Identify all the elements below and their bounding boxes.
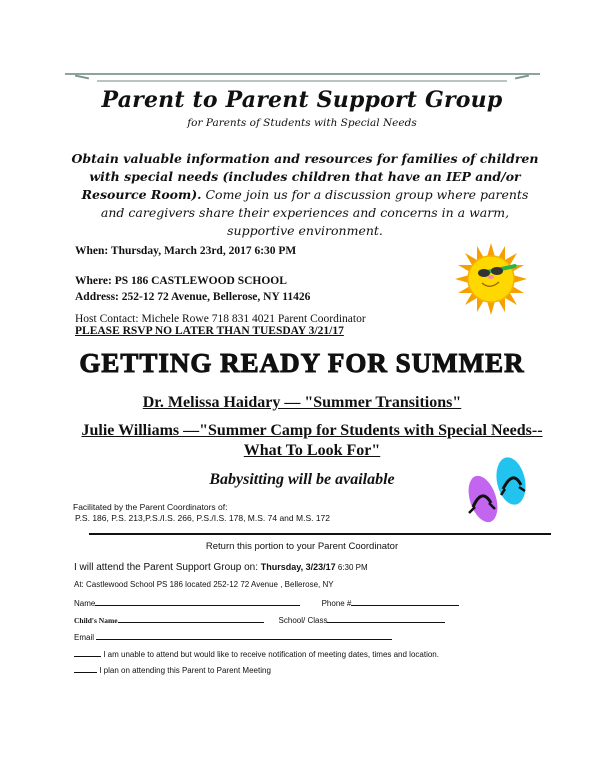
phone-field[interactable] xyxy=(351,597,459,606)
email-label: Email xyxy=(74,633,95,642)
rule-end-left xyxy=(75,75,89,80)
babysitting-note: Babysitting will be available xyxy=(209,471,395,488)
school-class-field[interactable] xyxy=(327,614,445,623)
speaker-2-line2: What To Look For" xyxy=(243,442,381,459)
facilitators-label: Facilitated by the Parent Coordinators of: xyxy=(73,502,228,512)
speaker-2-line1: Julie Williams —"Summer Camp for Students with Special Needs-- xyxy=(81,422,543,439)
form-option-attending xyxy=(74,664,574,675)
email-field[interactable] xyxy=(96,631,392,640)
speaker-1: Dr. Melissa Haidary — "Summer Transitions" xyxy=(142,394,462,411)
event-where-block xyxy=(75,273,310,305)
name-label: Name xyxy=(74,599,96,608)
intro-paragraph xyxy=(70,150,540,240)
intro-regular: Come join us for a discussion group where parents and caregivers share their experiences and concerns in a warm, supportive environment. xyxy=(100,187,529,238)
form-attend-prefix: I will attend the Parent Support Group on: xyxy=(74,562,261,573)
facilitators-schools: P.S. 186, P.S. 213,P.S./I.S. 266, P.S./I.S. 178, M.S. 74 and M.S. 172 xyxy=(75,513,331,523)
decorative-rule-top xyxy=(65,73,540,75)
rule-end-right xyxy=(515,75,529,80)
program-headline: GETTING READY FOR SUMMER xyxy=(79,348,525,378)
sun-icon xyxy=(455,243,527,315)
host-contact: Host Contact: Michele Rowe 718 831 4021 Parent Coordinator xyxy=(75,313,366,325)
flip-flops-icon xyxy=(455,455,535,530)
child-name-label: Child's Name xyxy=(74,616,118,625)
event-where: Where: PS 186 CASTLEWOOD SCHOOL xyxy=(75,275,287,287)
form-child-school-row xyxy=(74,614,544,625)
form-name-phone-row xyxy=(74,597,544,608)
name-field[interactable] xyxy=(95,597,300,606)
form-attend-line xyxy=(74,562,368,573)
form-option-unable xyxy=(74,648,574,659)
form-title: Return this portion to your Parent Coordinator xyxy=(205,541,399,552)
event-address: Address: 252-12 72 Avenue, Bellerose, NY 11426 xyxy=(75,291,311,303)
form-attend-date: Thursday, 3/23/17 xyxy=(260,562,336,572)
decorative-rule-bottom xyxy=(97,80,507,82)
form-email-row xyxy=(74,631,544,642)
tear-off-divider xyxy=(89,533,551,535)
phone-label: Phone # xyxy=(321,599,352,608)
facilitators xyxy=(73,502,330,524)
page-title: Parent to Parent Support Group xyxy=(101,87,503,113)
page-subtitle: for Parents of Students with Special Needs xyxy=(187,117,417,129)
unable-text: I am unable to attend but would like to receive notification of meeting dates, times and location. xyxy=(101,650,439,659)
form-attend-time: 6:30 PM xyxy=(335,563,368,572)
school-class-label: School/ Class xyxy=(278,616,328,625)
child-name-field[interactable] xyxy=(118,614,264,623)
rsvp-deadline: PLEASE RSVP NO LATER THAN TUESDAY 3/21/17 xyxy=(75,325,344,337)
intro-bold: Obtain valuable information and resources for families of children with special needs (includes children that have an IEP and/or Resource Room). xyxy=(71,151,539,202)
attending-text: I plan on attending this Parent to Parent Meeting xyxy=(97,666,271,675)
unable-checkline[interactable] xyxy=(74,648,101,657)
event-when: When: Thursday, March 23rd, 2017 6:30 PM xyxy=(75,245,297,257)
attending-checkline[interactable] xyxy=(74,664,97,673)
form-location: At: Castlewood School PS 186 located 252-12 72 Avenue , Bellerose, NY xyxy=(74,580,334,589)
